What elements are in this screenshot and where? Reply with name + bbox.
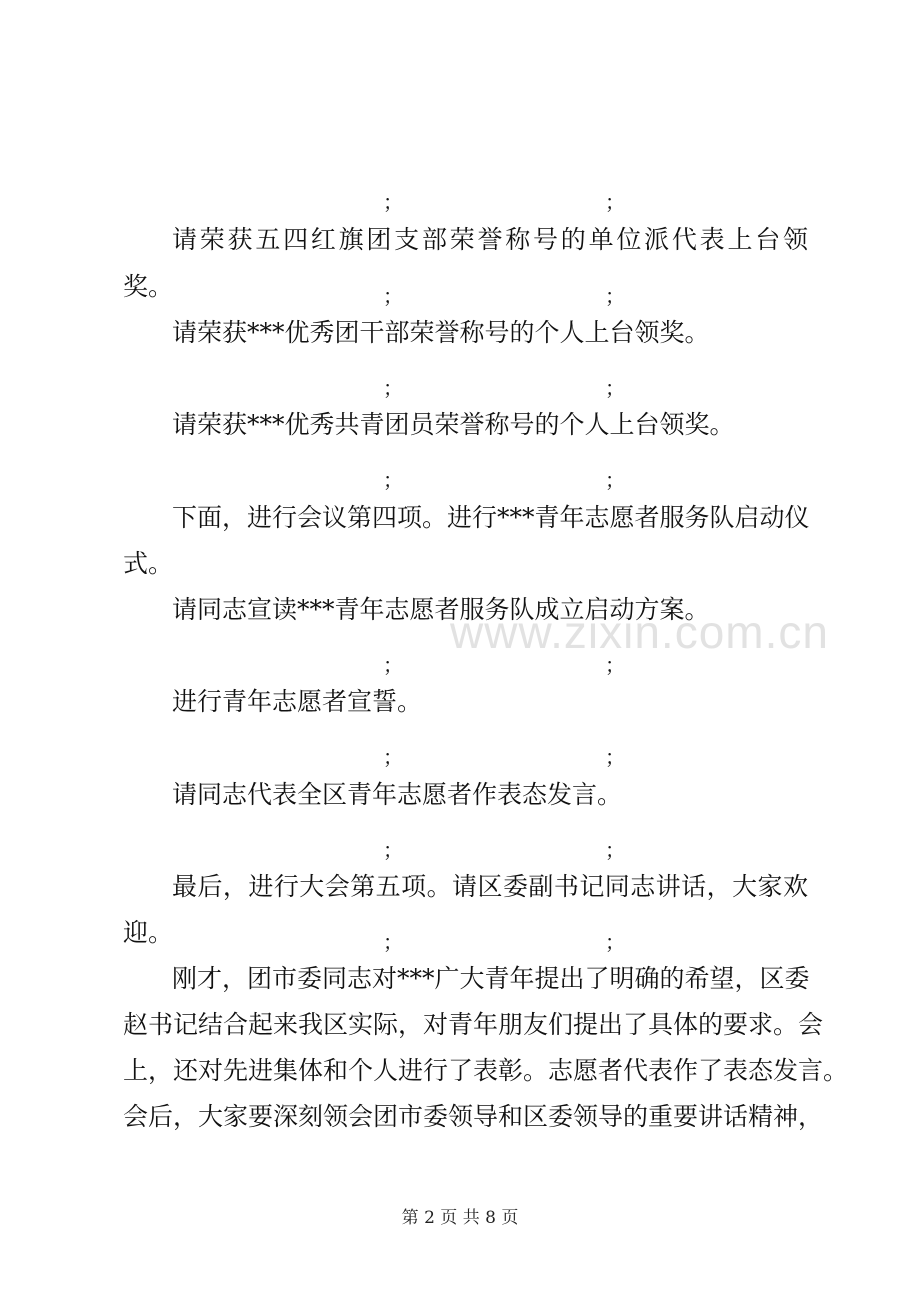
- semicolon: ；: [383, 376, 403, 400]
- semicolon: ；: [383, 930, 403, 954]
- paragraph-line: 赵书记结合起来我区实际，对青年朋友们提出了具体的要求。会: [123, 1010, 824, 1039]
- semicolon: ；: [605, 745, 625, 769]
- watermark: www.zixin.com.cn: [450, 606, 829, 658]
- semicolon-row: [0, 733, 920, 773]
- semicolon: ；: [383, 838, 403, 862]
- semicolon: ；: [605, 653, 625, 677]
- paragraph-line: 会后，大家要深刻领会团市委领导和区委领导的重要讲话精神，: [123, 1102, 824, 1131]
- semicolon: ；: [605, 190, 625, 214]
- semicolon: ；: [605, 376, 625, 400]
- paragraph-line: 刚才，团市委同志对***广大青年提出了明确的希望，区委: [172, 964, 810, 993]
- paragraph-line: 式。: [123, 549, 174, 578]
- paragraph-line: 上，还对先进集体和个人进行了表彰。志愿者代表作了表态发言。: [123, 1056, 849, 1085]
- semicolon: ；: [383, 190, 403, 214]
- semicolon: ；: [605, 930, 625, 954]
- paragraph-line: 请荣获***优秀团干部荣誉称号的个人上台领奖。: [172, 318, 710, 347]
- paragraph-line: 进行青年志愿者宣誓。: [172, 687, 423, 716]
- semicolon-row: [0, 826, 920, 866]
- semicolon: ；: [605, 284, 625, 308]
- paragraph-line: 下面，进行会议第四项。进行***青年志愿者服务队启动仪: [172, 503, 810, 532]
- semicolon: ；: [383, 745, 403, 769]
- semicolon: ；: [383, 284, 403, 308]
- semicolon: ；: [383, 653, 403, 677]
- paragraph-line: 奖。: [123, 272, 174, 301]
- semicolon: ；: [383, 468, 403, 492]
- semicolon-row: [0, 364, 920, 404]
- semicolon-row: [0, 178, 920, 218]
- paragraph-line: 迎。: [123, 918, 174, 947]
- semicolon-row: [0, 272, 920, 312]
- page-footer: 第 2 页 共 8 页: [401, 1208, 519, 1228]
- semicolon: ；: [605, 468, 625, 492]
- paragraph-line: 请荣获五四红旗团支部荣誉称号的单位派代表上台领: [172, 225, 808, 254]
- semicolon-row: [0, 641, 920, 681]
- semicolon: ；: [605, 838, 625, 862]
- paragraph-line: 最后，进行大会第五项。请区委副书记同志讲话，大家欢: [172, 872, 808, 901]
- semicolon-row: [0, 456, 920, 496]
- semicolon-row: [0, 918, 920, 958]
- paragraph-line: 请同志宣读***青年志愿者服务队成立启动方案。: [172, 595, 710, 624]
- paragraph-line: 请同志代表全区青年志愿者作表态发言。: [172, 780, 623, 809]
- paragraph-line: 请荣获***优秀共青团员荣誉称号的个人上台领奖。: [172, 410, 735, 439]
